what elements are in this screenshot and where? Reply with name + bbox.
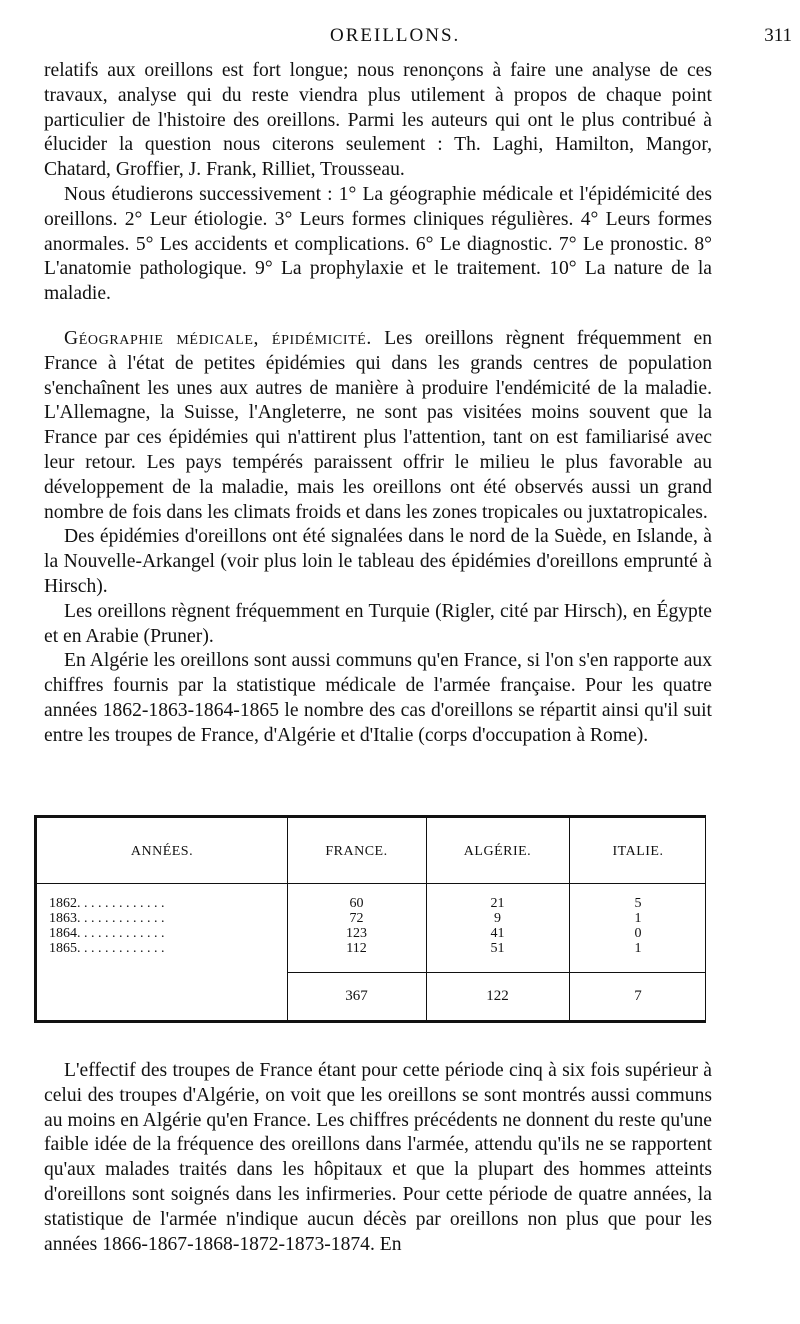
header-rule — [37, 883, 705, 884]
paragraph-plan: Nous étudierons successivement : 1° La géographie médicale et l'épidémicité des oreillons. 2° Leur étiologie. 3° Leurs formes cliniques régulières. 4° Leurs formes anormales. 5° Les accidents et complications. 6° Le diagnostic. 7° Le pronostic. 8° L'anatomie pathologique. 9° La prophylaxie et le traitement. 10° La nature de la maladie. — [44, 183, 712, 305]
paragraph-turquie: Les oreillons règnent fréquemment en Turquie (Rigler, cité par Hirsch), en Égypte et en Arabie (Pruner). — [44, 600, 712, 647]
closing-text — [44, 1059, 712, 1257]
page-number: 311 — [764, 25, 792, 46]
cell-france: 72 — [349, 911, 364, 926]
cell-algerie: 41 — [490, 926, 505, 941]
cell-italie: 5 — [634, 896, 642, 911]
row-year: 1863. . . . . . . . . . . . . — [49, 911, 165, 926]
total-italie: 7 — [634, 988, 642, 1004]
paragraph-climats-froids: Des épidémies d'oreillons ont été signalées dans le nord de la Suède, en Islande, à la Nouvelle-Arkangel (voir plus loin le tableau des épidémies d'oreillons emprunté à Hirsch). — [44, 526, 712, 597]
cell-italie: 0 — [634, 926, 642, 941]
paragraph-effectif: L'effectif des troupes de France étant pour cette période cinq à six fois supérieur à celui des troupes d'Algérie, on voit que les oreillons se sont montrés aussi communs au moins en Algérie qu'en France. Les chiffres précédents ne donnent du reste qu'une faible idée de la fréquence des oreillons dans l'armée, attendu qu'ils ne se rapportent qu'aux malades traités dans les hôpitaux et que la plupart des hommes atteints d'oreillons sont soignés dans les infirmeries. Pour cette période de quatre années, la statistique de l'armée n'indique aucun décès par oreillons non plus que pour les années 1866-1867-1868-1872-1873-1874. En — [44, 1060, 712, 1255]
cell-algerie: 9 — [494, 911, 501, 926]
section-heading: Géographie médicale, épidémicité. — [64, 328, 372, 349]
paragraph-geographie — [44, 327, 712, 525]
intro-text — [44, 59, 712, 307]
cell-italie: 1 — [634, 911, 642, 926]
paragraph-algerie: En Algérie les oreillons sont aussi communs qu'en France, si l'on s'en rapporte aux chiffres fournis par la statistique médicale de l'armée française. Pour les quatre années 1862-1863-1864-1865 le nombre des cas d'oreillons se répartit ainsi qu'il suit entre les troupes de France, d'Algérie et d'Italie (corps d'occupation à Rome). — [44, 650, 712, 746]
cell-france: 60 — [349, 896, 364, 911]
running-title: OREILLONS. — [330, 25, 461, 46]
cell-italie: 1 — [634, 941, 642, 956]
row-year: 1864. . . . . . . . . . . . . — [49, 926, 165, 941]
row-year: 1862. . . . . . . . . . . . . — [49, 896, 165, 911]
section-geographie — [44, 327, 712, 749]
cell-algerie: 21 — [490, 896, 505, 911]
total-algerie: 122 — [486, 988, 509, 1004]
header-france: FRANCE. — [325, 844, 388, 859]
header-algerie: ALGÉRIE. — [463, 844, 532, 859]
cell-france: 123 — [346, 926, 367, 941]
total-france: 367 — [345, 988, 368, 1004]
header-annees: ANNÉES. — [130, 844, 194, 859]
cell-algerie: 51 — [490, 941, 505, 956]
cell-france: 112 — [346, 941, 367, 956]
row-year: 1865. . . . . . . . . . . . . — [49, 941, 165, 956]
running-head — [40, 25, 800, 53]
cases-table — [34, 815, 706, 1023]
paragraph-authors: relatifs aux oreillons est fort longue; nous renonçons à faire une analyse de ces travaux, analyse qui du reste viendra plus utilement à propos de chaque point particulier de l'histoire des oreillons. Parmi les auteurs qui ont le plus contribué à élucider la question nous citerons seulement : Th. Laghi, Hamilton, Mangor, Chatard, Groffier, J. Frank, Rilliet, Trousseau. — [44, 60, 712, 181]
paragraph-geographie-body: Les oreillons règnent fréquemment en France à l'état de petites épidémies qui dans les grands centres de population s'enchaînent les unes aux autres de manière à produire l'endémicité de la maladie. L'Allemagne, la Suisse, l'Angleterre, ne sont pas visitées moins souvent que la France par ces épidémies qui n'attirent plus l'attention, tant on est familiarisé avec leur retour. Les pays tempérés paraissent offrir le milieu le plus favorable au développement de la maladie, mais les oreillons ont été observés aussi un grand nombre de fois dans les climats froids et dans les zones tropicales ou juxtatropicales. — [44, 328, 713, 523]
total-rule — [287, 972, 705, 973]
header-italie: ITALIE. — [612, 844, 664, 859]
